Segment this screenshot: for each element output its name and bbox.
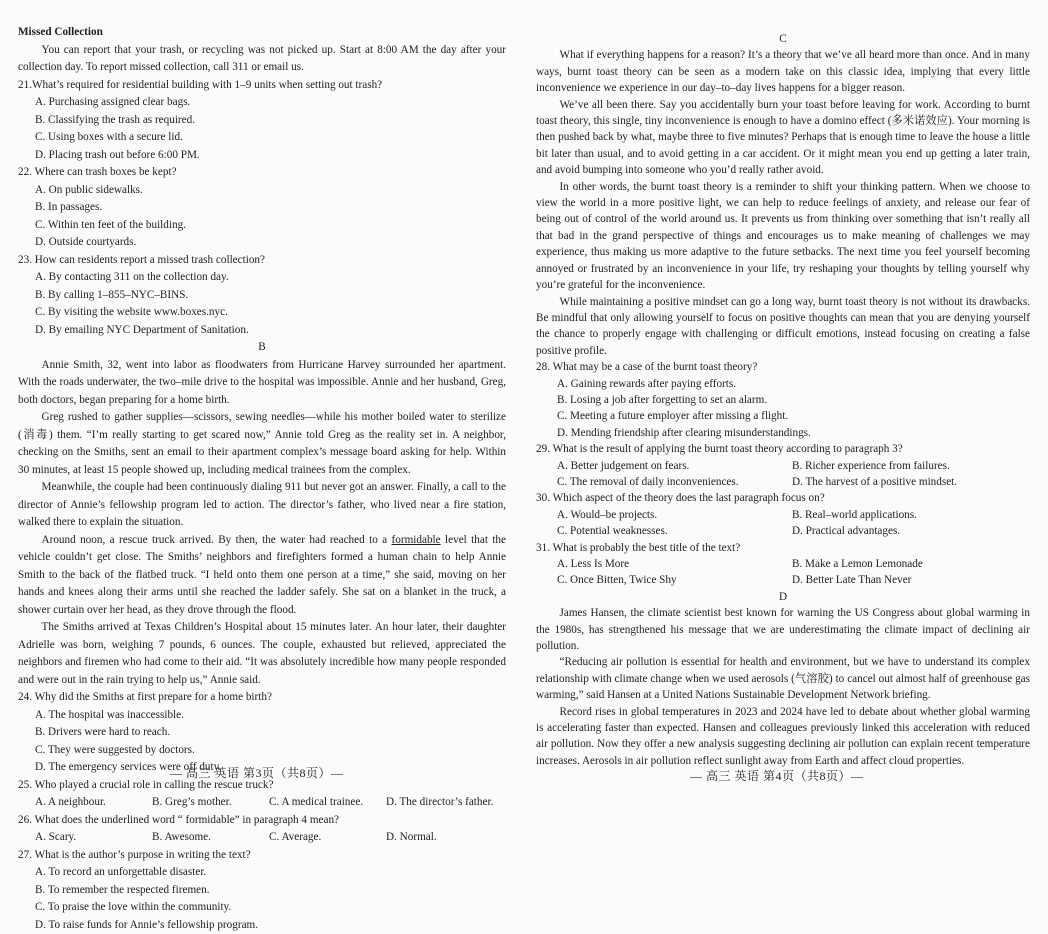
- answer-option: A. Scary.: [35, 829, 152, 847]
- answer-option: B. Real–world applications.: [792, 507, 1027, 523]
- answer-options: [536, 458, 1030, 491]
- answer-option: D. To raise funds for Annie’s fellowship program.: [35, 917, 272, 934]
- answer-option: B. Greg’s mother.: [152, 794, 269, 812]
- page-3-column: [18, 24, 506, 934]
- passage-paragraph: [536, 294, 1030, 360]
- section-heading: Missed Collection: [18, 24, 506, 42]
- answer-option: D. The emergency services were off duty.: [35, 759, 272, 777]
- passage-paragraph: [18, 532, 506, 620]
- paragraph-text: Greg rushed to gather supplies—scissors, sewing needles—while his mother boiled water to sterilize (消毒) them. “I’m really starting to get scared now,” Annie told Greg as the reality set in. A neighbor, checking on the Smiths, sent an email to their apartment complex’s message board asking for help. Within 30 minutes, at least 15 people showed up, including medical trainees from the complex.: [18, 411, 506, 476]
- answer-option: C. Meeting a future employer after missing a flight.: [557, 408, 1030, 424]
- answer-option: B. By calling 1–855–NYC–BINS.: [35, 287, 272, 305]
- answer-option: B. Awesome.: [152, 829, 269, 847]
- answer-option: D. Outside courtyards.: [35, 234, 272, 252]
- answer-option: B. Drivers were hard to reach.: [35, 724, 272, 742]
- paragraph-text: We’ve all been there. Say you accidentally burn your toast before leaving for work. According to burnt toast theory, this single, tiny inconvenience is enough to have a domino effect (多米诺效应). Your morning is then pushed back by what, maybe three to five minutes? Perhaps that is enough time to leave the house a little bit later than usual, and to avoid getting in a car accident. Or it might mean you end up getting a later train, and avoid bumping into someone who you’d really rather avoid.: [536, 99, 1030, 177]
- answer-option: C. To praise the love within the community.: [35, 899, 272, 917]
- answer-option: D. Mending friendship after clearing misunderstandings.: [557, 425, 1030, 441]
- answer-option: A. By contacting 311 on the collection day.: [35, 269, 272, 287]
- answer-option: B. Classifying the trash as required.: [35, 112, 272, 130]
- underlined-word: formidable: [392, 534, 441, 546]
- question: 25. Who played a crucial role in calling the rescue truck?: [18, 777, 506, 795]
- passage-paragraph: [18, 619, 506, 689]
- paragraph-text: What if everything happens for a reason? It’s a theory that we’ve all heard more than once. And in many ways, burnt toast theory can be seen as a modern take on this classic idea, implying that every little inconvenience we experience in our day–to–day lives happens for a bigger reason.: [536, 49, 1030, 94]
- paragraph-text: level that the vehicle couldn’t get close. The Smiths’ neighbors and firefighters formed a human chain to help Annie Smith to the back of the flatbed truck. “I held onto them one person at a time,” she said, moving on her hands and knees along their arms until she reached the ladder safely. She sat on a blanket in the truck, a shower curtain over her head, as they drove through the flood.: [18, 534, 506, 616]
- answer-option: C. The removal of daily inconveniences.: [557, 474, 792, 490]
- answer-option: A. A neighbour.: [35, 794, 152, 812]
- passage-paragraph: [536, 654, 1030, 703]
- answer-options: [18, 829, 506, 847]
- answer-options: [18, 94, 506, 164]
- answer-option: C. By visiting the website www.boxes.nyc.: [35, 304, 272, 322]
- answer-options: [18, 864, 506, 934]
- answer-options: [536, 507, 1030, 540]
- page-footer-3: — 高三 英语 第3页（共8页）—: [170, 764, 344, 781]
- passage-paragraph: [18, 479, 506, 532]
- answer-option: B. In passages.: [35, 199, 272, 217]
- answer-options: [536, 376, 1030, 442]
- page-footer-4: — 高三 英语 第4页（共8页）—: [690, 767, 864, 784]
- passage-paragraph: [18, 409, 506, 479]
- answer-option: C. Potential weaknesses.: [557, 523, 792, 539]
- answer-option: B. Make a Lemon Lemonade: [792, 556, 1027, 572]
- answer-option: A. Would–be projects.: [557, 507, 792, 523]
- answer-option: C. Once Bitten, Twice Shy: [557, 572, 792, 588]
- answer-option: D. Better Late Than Never: [792, 572, 1027, 588]
- question: 21.What’s required for residential building with 1–9 units when setting out trash?: [18, 77, 506, 95]
- paragraph-text: Record rises in global temperatures in 2023 and 2024 have led to debate about whether global warming is accelerating faster than expected. Hansen and colleagues previously linked this acceleration with reduced air pollution. Now they offer a new analysis suggesting declining air pollution can explain recent temperature increases. Aerosols in air pollution reflect sunlight away from Earth and affect cloud properties.: [536, 706, 1030, 767]
- paragraph-text: “Reducing air pollution is essential for health and environment, but we have to understand its complex relationship with climate change when we used aerosols (气溶胶) to cancel out almost half of greenhouse gas warming,” said Hansen at a United Nations Sustainable Development Network briefing.: [536, 656, 1030, 701]
- question: 24. Why did the Smiths at first prepare for a home birth?: [18, 689, 506, 707]
- page-4-column: [536, 31, 1030, 769]
- question: 23. How can residents report a missed trash collection?: [18, 252, 506, 270]
- answer-option: D. The harvest of a positive mindset.: [792, 474, 1027, 490]
- paragraph-text: Around noon, a rescue truck arrived. By then, the water had reached to a: [42, 534, 392, 546]
- answer-option: C. Average.: [269, 829, 386, 847]
- answer-option: A. To record an unforgettable disaster.: [35, 864, 272, 882]
- answer-options: [18, 794, 506, 812]
- question: 31. What is probably the best title of the text?: [536, 540, 1030, 556]
- passage-paragraph: [18, 357, 506, 410]
- passage-paragraph: [536, 605, 1030, 654]
- section-letter: D: [536, 589, 1030, 605]
- answer-option: A. Purchasing assigned clear bags.: [35, 94, 272, 112]
- answer-options: [18, 269, 506, 339]
- answer-options: [18, 182, 506, 252]
- passage-paragraph: [536, 97, 1030, 179]
- answer-option: C. A medical trainee.: [269, 794, 386, 812]
- answer-option: A. Gaining rewards after paying efforts.: [557, 376, 1030, 392]
- answer-option: B. To remember the respected firemen.: [35, 882, 272, 900]
- answer-option: C. Within ten feet of the building.: [35, 217, 272, 235]
- answer-option: D. The director’s father.: [386, 794, 503, 812]
- paragraph-text: Meanwhile, the couple had been continuously dialing 911 but never got an answer. Finally, a call to the director of Annie’s fellowship program led to action. The director’s father, who lived near a fire station, walked there to explain the situation.: [18, 481, 506, 528]
- answer-option: A. Better judgement on fears.: [557, 458, 792, 474]
- question: 28. What may be a case of the burnt toast theory?: [536, 359, 1030, 375]
- answer-option: D. Practical advantages.: [792, 523, 1027, 539]
- answer-option: A. The hospital was inaccessible.: [35, 707, 272, 725]
- answer-option: B. Richer experience from failures.: [792, 458, 1027, 474]
- answer-option: C. Using boxes with a secure lid.: [35, 129, 272, 147]
- question: 22. Where can trash boxes be kept?: [18, 164, 506, 182]
- answer-option: D. By emailing NYC Department of Sanitation.: [35, 322, 272, 340]
- passage-paragraph: [536, 704, 1030, 770]
- answer-option: A. On public sidewalks.: [35, 182, 272, 200]
- answer-option: D. Placing trash out before 6:00 PM.: [35, 147, 272, 165]
- passage-paragraph: [18, 42, 506, 77]
- answer-option: A. Less Is More: [557, 556, 792, 572]
- answer-option: C. They were suggested by doctors.: [35, 742, 272, 760]
- paragraph-text: You can report that your trash, or recycling was not picked up. Start at 8:00 AM the day after your collection day. To report missed collection, call 311 or email us.: [18, 44, 506, 74]
- section-letter: B: [18, 339, 506, 357]
- section-letter: C: [536, 31, 1030, 47]
- answer-option: B. Losing a job after forgetting to set an alarm.: [557, 392, 1030, 408]
- question: 30. Which aspect of the theory does the last paragraph focus on?: [536, 490, 1030, 506]
- answer-options: [536, 556, 1030, 589]
- passage-paragraph: [536, 179, 1030, 294]
- paragraph-text: The Smiths arrived at Texas Children’s Hospital about 15 minutes later. An hour later, their daughter Adrielle was born, weighing 7 pounds, 6 ounces. The couple, exhausted but relieved, appreciated the neighbors and firemen who had come to their aid. “It was absolutely incredible how many people responded and were out in the rain trying to help us,” Annie said.: [18, 621, 506, 686]
- paragraph-text: James Hansen, the climate scientist best known for warning the US Congress about global warming in the 1980s, has strengthened his message that we are underestimating the climate impact of declining air pollution.: [536, 607, 1030, 652]
- paragraph-text: Annie Smith, 32, went into labor as floodwaters from Hurricane Harvey surrounded her apartment. With the roads underwater, the two–mile drive to the hospital was impossible. Annie and her husband, Greg, both doctors, began preparing for a home birth.: [18, 359, 506, 406]
- paragraph-text: While maintaining a positive mindset can go a long way, burnt toast theory is not without its drawbacks. Be mindful that only allowing yourself to focus on positive thoughts can mean that you are denying yourself the chance to properly engage with challenging or difficult emotions, instead focusing on creating a false positive profile.: [536, 296, 1030, 357]
- answer-option: D. Normal.: [386, 829, 503, 847]
- question: 26. What does the underlined word “ formidable” in paragraph 4 mean?: [18, 812, 506, 830]
- question: 27. What is the author’s purpose in writing the text?: [18, 847, 506, 865]
- paragraph-text: In other words, the burnt toast theory is a reminder to shift your thinking pattern. When we choose to view the world in a more positive light, we can help to reduce feelings of anxiety, and release our fear of being out of control of the world around us. It prevents us from thinking over something that isn’t really all that bad in the grand perspective of things and encourages us to make meaning of challenges we may experience, thus making us more adaptive to the future setbacks. The next time you feel yourself becoming annoyed or frustrated by an inconvenience in your life, try reshaping your thoughts by telling yourself why you’re grateful for the inconvenience.: [536, 181, 1030, 291]
- passage-paragraph: [536, 47, 1030, 96]
- question: 29. What is the result of applying the burnt toast theory according to paragraph 3?: [536, 441, 1030, 457]
